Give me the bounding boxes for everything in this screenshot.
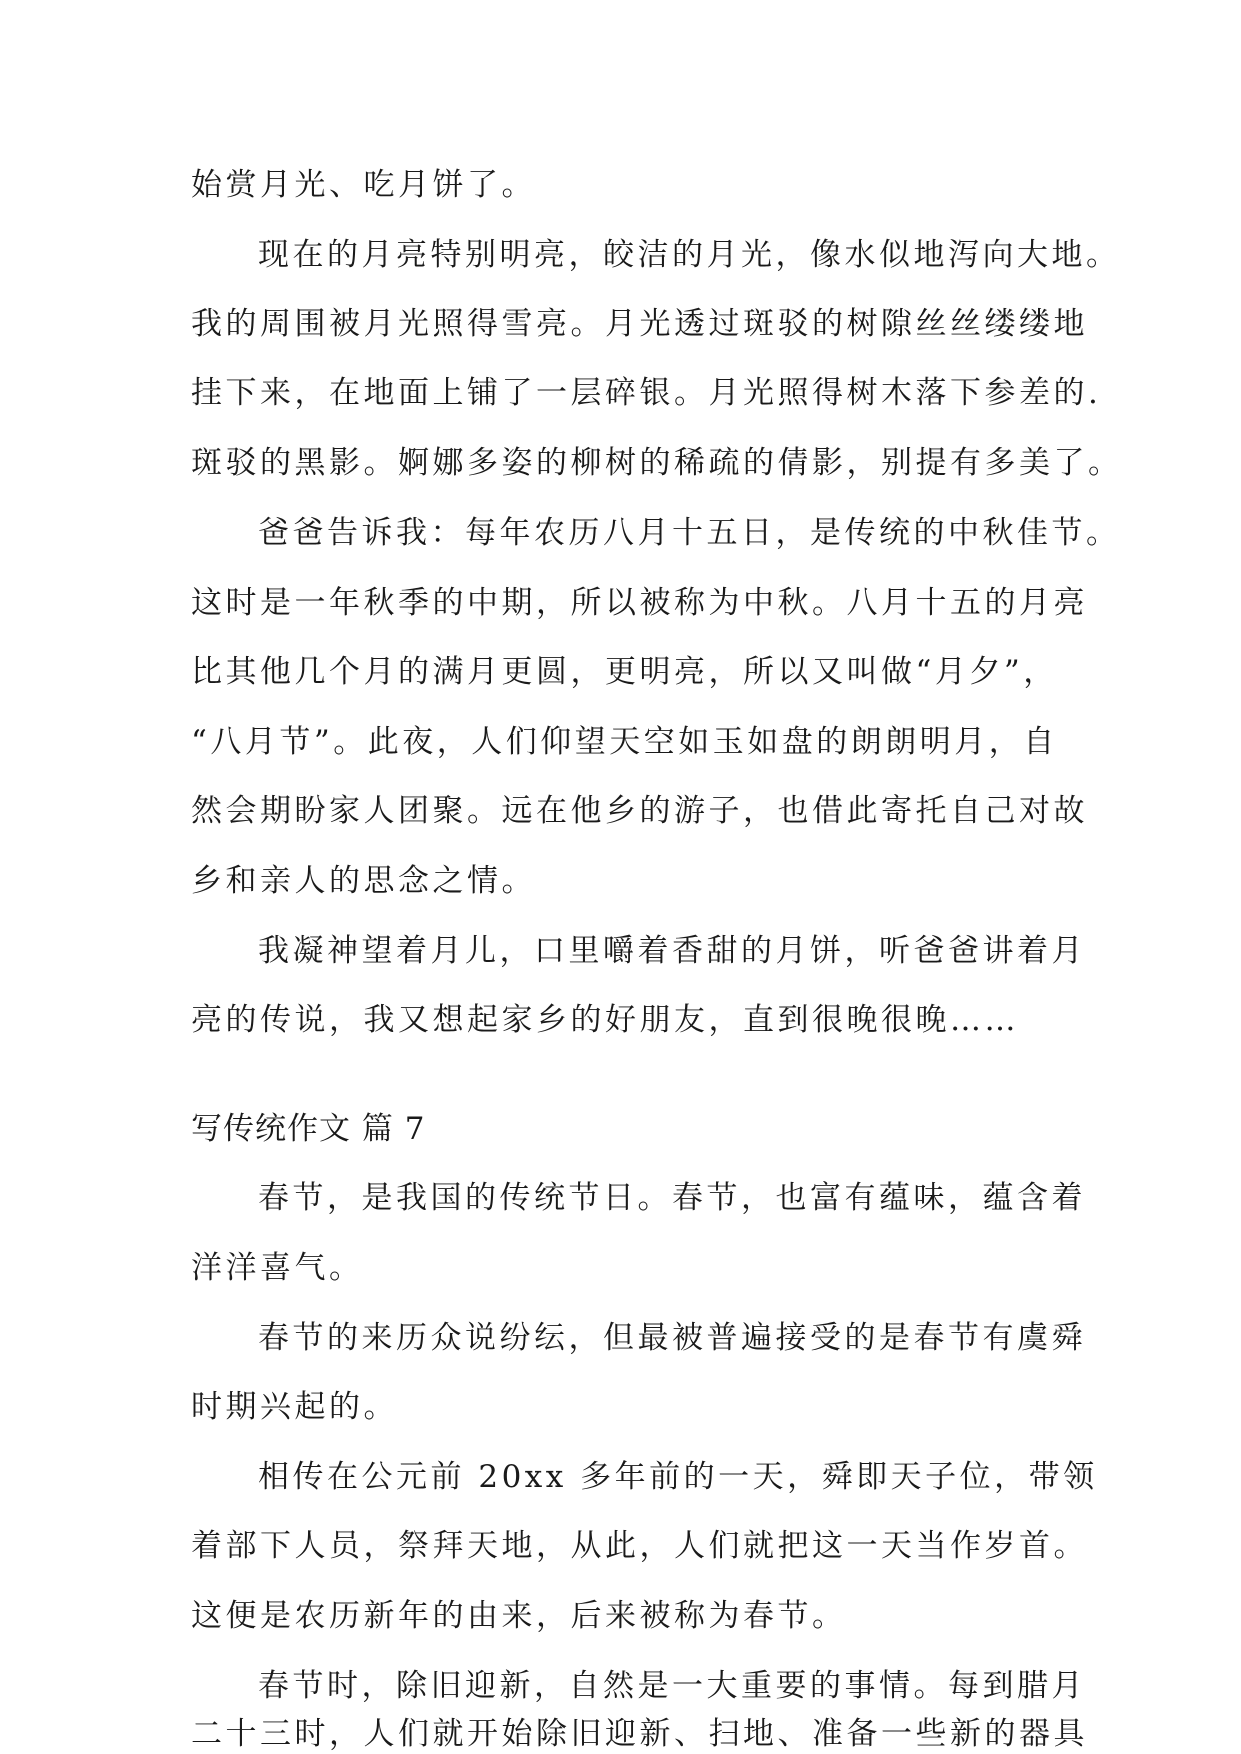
text-line: 乡和亲人的思念之情。 — [191, 863, 536, 899]
text-line: 我的周围被月光照得雪亮。月光透过斑驳的树隙丝丝缕缕地 — [191, 306, 1088, 342]
paragraph-start-line: 春节，是我国的传统节日。春节，也富有蕴味，蕴含着 — [258, 1180, 1086, 1216]
text-line: 这时是一年秋季的中期，所以被称为中秋。八月十五的月亮 — [191, 585, 1088, 621]
paragraph-start-line: 我凝神望着月儿，口里嚼着香甜的月饼，听爸爸讲着月 — [258, 933, 1086, 969]
text-line: 亮的传说，我又想起家乡的好朋友，直到很晚很晚…… — [191, 1002, 1019, 1038]
text-line: 着部下人员，祭拜天地，从此，人们就把这一天当作岁首。 — [191, 1528, 1088, 1564]
text-line: 始赏月光、吃月饼了。 — [191, 167, 536, 203]
text-line: 比其他几个月的满月更圆，更明亮，所以又叫做“月夕”， — [191, 654, 1058, 690]
text-line: 挂下来，在地面上铺了一层碎银。月光照得树木落下参差的. — [191, 375, 1102, 411]
paragraph-start-line: 爸爸告诉我：每年农历八月十五日，是传统的中秋佳节。 — [258, 515, 1121, 551]
paragraph-start-line: 春节的来历众说纷纭，但最被普遍接受的是春节有虞舜 — [258, 1320, 1086, 1356]
text-line: 斑驳的黑影。婀娜多姿的柳树的稀疏的倩影，别提有多美了。 — [191, 445, 1123, 481]
section-heading: 写传统作文 篇 7 — [191, 1111, 426, 1147]
text-line: 然会期盼家人团聚。远在他乡的游子，也借此寄托自己对故 — [191, 793, 1088, 829]
paragraph-start-line: 春节时，除旧迎新，自然是一大重要的事情。每到腊月 — [258, 1668, 1086, 1704]
paragraph-start-line: 相传在公元前 20xx 多年前的一天，舜即天子位，带领 — [258, 1459, 1098, 1495]
text-line: 二十三时，人们就开始除旧迎新、扫地、准备一些新的器具 — [191, 1716, 1088, 1752]
text-line: 时期兴起的。 — [191, 1389, 398, 1425]
text-line: “八月节”。此夜，人们仰望天空如玉如盘的朗朗明月，自 — [191, 724, 1058, 760]
text-line: 洋洋喜气。 — [191, 1250, 364, 1286]
paragraph-start-line: 现在的月亮特别明亮，皎洁的月光，像水似地泻向大地。 — [258, 237, 1121, 273]
text-line: 这便是农历新年的由来，后来被称为春节。 — [191, 1598, 847, 1634]
